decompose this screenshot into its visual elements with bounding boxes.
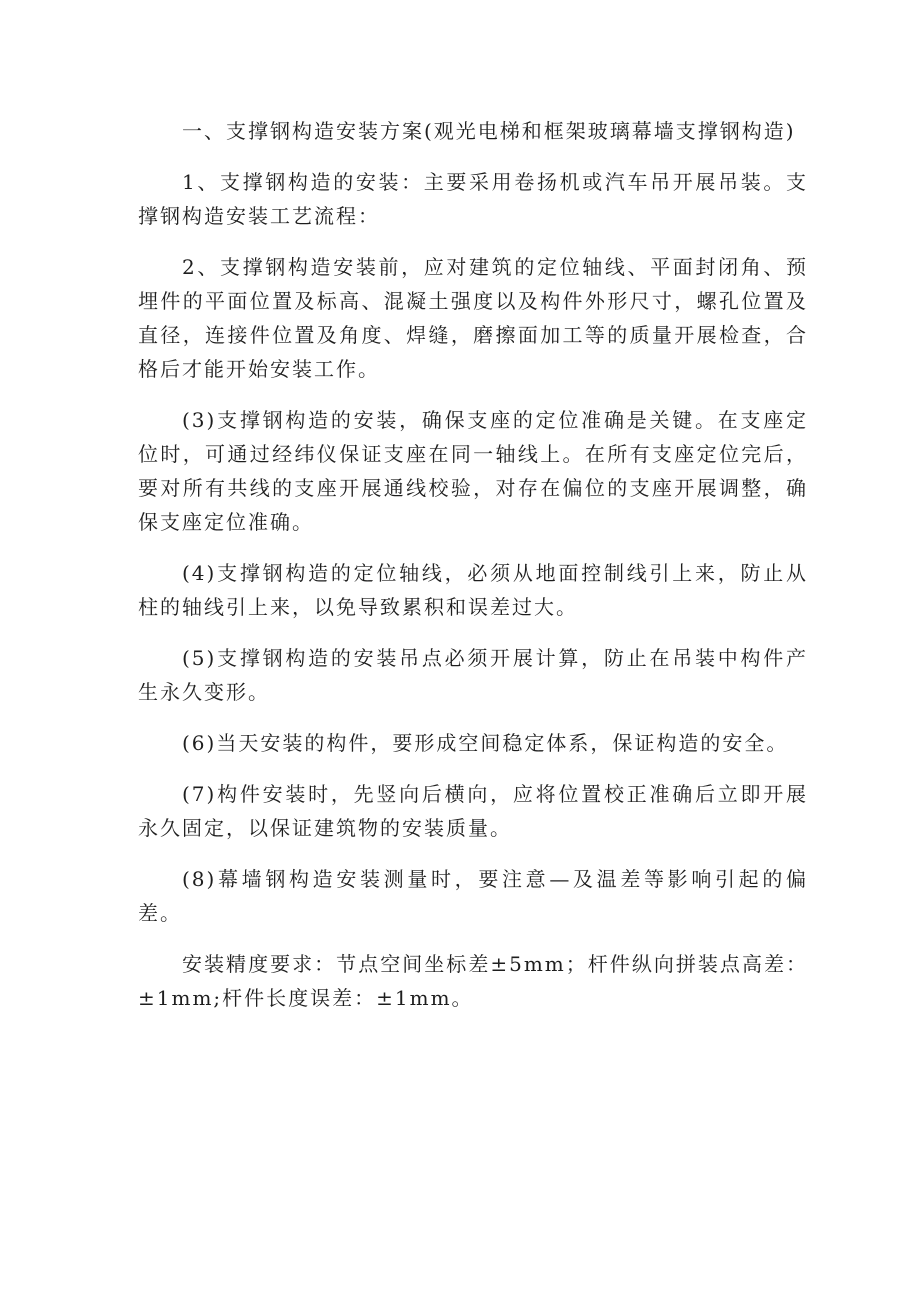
paragraph-1: 1、支撑钢构造的安装：主要采用卷扬机或汽车吊开展吊装。支撑钢构造安装工艺流程： xyxy=(138,170,808,228)
paragraph-7: (7)构件安装时，先竖向后横向，应将位置校正准确后立即开展永久固定，以保证建筑物的安装质量。 xyxy=(138,782,808,840)
precision-requirements: 安装精度要求：节点空间坐标差±5mm；杆件纵向拼装点高差：±1mm;杆件长度误差：±1mm。 xyxy=(138,952,808,1010)
paragraph-4: (4)支撑钢构造的定位轴线，必须从地面控制线引上来，防止从柱的轴线引上来，以免导致累积和误差过大。 xyxy=(138,561,808,619)
paragraph-8: (8)幕墙钢构造安装测量时，要注意—及温差等影响引起的偏差。 xyxy=(138,867,808,925)
document-body xyxy=(138,114,808,1032)
paragraph-5: (5)支撑钢构造的安装吊点必须开展计算，防止在吊装中构件产生永久变形。 xyxy=(138,646,808,704)
paragraph-6: (6)当天安装的构件，要形成空间稳定体系，保证构造的安全。 xyxy=(182,731,789,755)
paragraph-3: (3)支撑钢构造的安装，确保支座的定位准确是关键。在支座定位时，可通过经纬仪保证支座在同一轴线上。在所有支座定位完后，要对所有共线的支座开展通线校验，对存在偏位的支座开展调整，确保支座定位准确。 xyxy=(138,408,808,534)
paragraph-2: 2、支撑钢构造安装前，应对建筑的定位轴线、平面封闭角、预埋件的平面位置及标高、混凝土强度以及构件外形尺寸，螺孔位置及直径，连接件位置及角度、焊缝，磨擦面加工等的质量开展检查，合格后才能开始安装工作。 xyxy=(138,255,808,381)
section-heading: 一、支撑钢构造安装方案(观光电梯和框架玻璃幕墙支撑钢构造) xyxy=(182,119,796,143)
